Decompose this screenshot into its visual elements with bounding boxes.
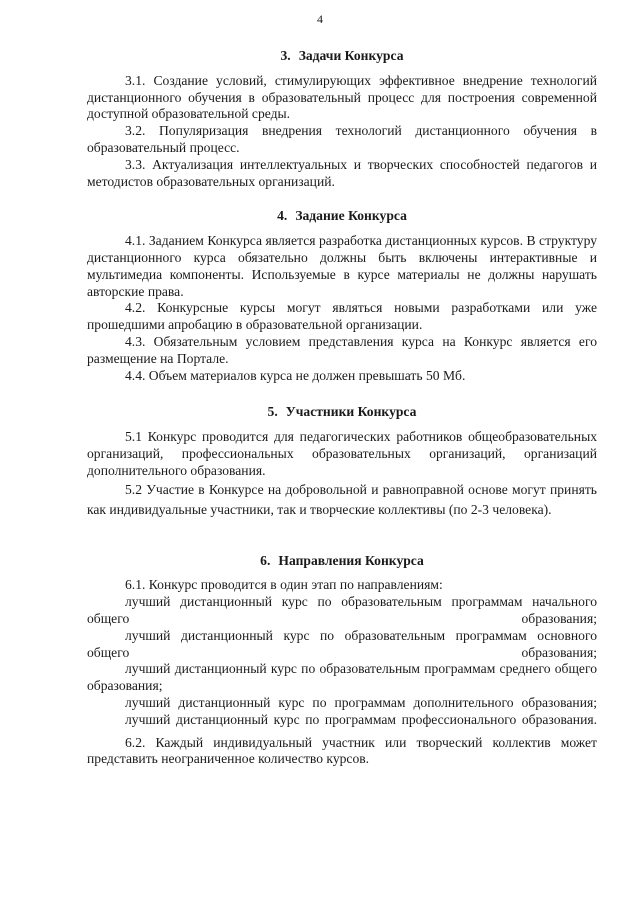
- section-number: 4.: [277, 208, 288, 224]
- paragraph: 6.2. Каждый индивидуальный участник или творческий коллектив может представить неограниченное количество курсов.: [87, 734, 597, 767]
- paragraph: 4.1. Заданием Конкурса является разработка дистанционных курсов. В структуру дистанционного курса обязательно должны быть включены интерактивные и мультимедиа компоненты. Используемые в курсе материалы не должны нарушать авторские права.: [87, 233, 597, 299]
- paragraph: 3.1. Создание условий, стимулирующих эффективное внедрение технологий дистанционного обучения в образовательный процесс для построения современной доступной образовательной среды.: [87, 72, 597, 122]
- section-tasks: [87, 48, 597, 190]
- paragraph: 4.2. Конкурсные курсы могут являться новыми разработками или уже прошедшими апробацию в образовательной организации.: [87, 300, 597, 333]
- section-number: 3.: [280, 48, 291, 63]
- list-item: лучший дистанционный курс по программам дополнительного образования;: [125, 694, 597, 710]
- section-directions: [87, 553, 597, 769]
- list-item: лучший дистанционный курс по образовательным программам среднего общего образования;: [87, 661, 597, 694]
- section-heading: [87, 404, 597, 421]
- document-body: [87, 48, 597, 768]
- section-heading: [87, 48, 597, 65]
- section-assignment: [87, 208, 597, 384]
- paragraph: 4.3. Обязательным условием представления курса на Конкурс является его размещение на Портале.: [87, 333, 597, 366]
- paragraph: 3.2. Популяризация внедрения технологий дистанционного обучения в образовательный процесс.: [87, 123, 597, 155]
- paragraph: 5.1 Конкурс проводится для педагогических работников общеобразовательных организаций, профессиональных образовательных организаций, организаций дополнительного образования.: [87, 429, 597, 478]
- section-number: 5.: [267, 404, 278, 420]
- list-item: лучший дистанционный курс по программам профессионального образования.: [125, 711, 597, 727]
- paragraph: 6.1. Конкурс проводится в один этап по направлениям:: [125, 577, 443, 593]
- paragraph: 3.3. Актуализация интеллектуальных и творческих способностей педагогов и методистов образовательных организаций.: [87, 156, 597, 189]
- section-title: Направления Конкурса: [278, 552, 424, 568]
- section-heading: [87, 553, 597, 570]
- section-title: Задание Конкурса: [295, 208, 407, 224]
- section-heading: [87, 208, 597, 225]
- paragraph: 4.4. Объем материалов курса не должен превышать 50 Мб.: [125, 367, 466, 383]
- list-item: лучший дистанционный курс по образовательным программам начального общего образования;: [87, 594, 597, 626]
- section-title: Задачи Конкурса: [298, 48, 404, 63]
- section-participants: [87, 404, 597, 519]
- section-number: 6.: [260, 552, 271, 568]
- list-item: лучший дистанционный курс по образовательным программам основного общего образования;: [87, 627, 597, 660]
- section-title: Участники Конкурса: [285, 404, 417, 420]
- page-number: 4: [317, 12, 323, 26]
- paragraph: 5.2 Участие в Конкурсе на добровольной и равноправной основе могут принять как индивидуальные участники, так и творческие коллективы (по 2-3 человека).: [87, 481, 597, 517]
